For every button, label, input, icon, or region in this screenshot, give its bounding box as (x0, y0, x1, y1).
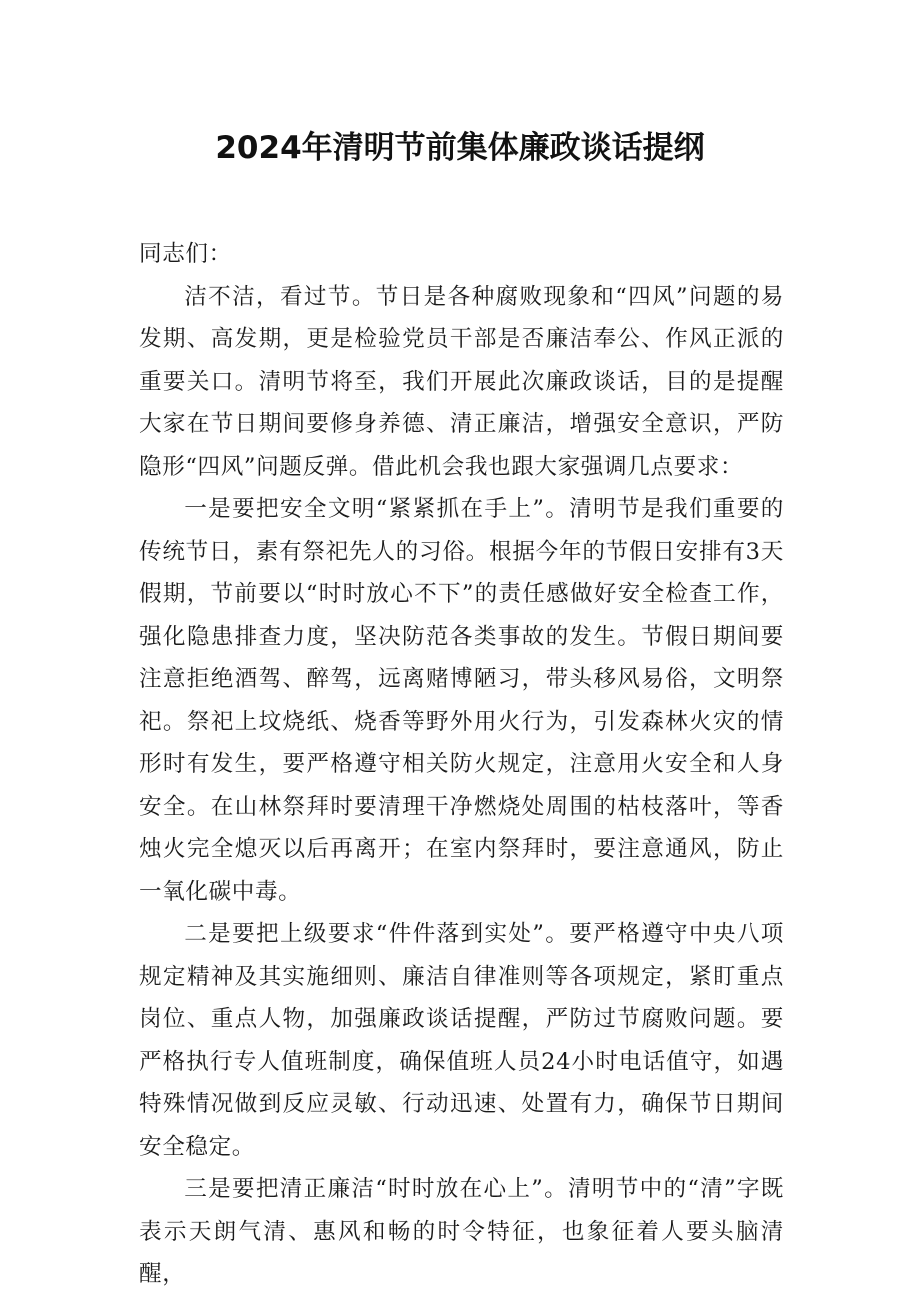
salutation: 同志们： (139, 241, 232, 267)
document-title: 2024年清明节前集体廉政谈话提纲 (215, 130, 705, 166)
paragraph-point-one: 一是要把安全文明“紧紧抓在手上”。清明节是我们重要的传统节日，素有祭祀先人的习俗。根据今年的节假日安排有3天假期，节前要以“时时放心不下”的责任感做好安全检查工作，强化隐患排查力度，坚决防范各类事故的发生。节假日期间要注意拒绝酒驾、醉驾，远离赌博陋习，带头移风易俗，文明祭祀。祭祀上坟烧纸、烧香等野外用火行为，引发森林火灾的情形时有发生，要严格遵守相关防火规定，注意用火安全和人身安全。在山林祭拜时要清理干净燃烧处周围的枯枝落叶，等香烛火完全熄灭以后再离开；在室内祭拜时，要注意通风，防止一氧化碳中毒。 (139, 496, 784, 905)
paragraph-point-two: 二是要把上级要求“件件落到实处”。要严格遵守中央八项规定精神及其实施细则、廉洁自律准则等各项规定，紧盯重点岗位、重点人物，加强廉政谈话提醒，严防过节腐败问题。要严格执行专人值班制度，确保值班人员24小时电话值守，如遇特殊情况做到反应灵敏、行动迅速、处置有力，确保节日期间安全稳定。 (139, 921, 784, 1160)
paragraph-point-three: 三是要把清正廉洁“时时放在心上”。清明节中的“清”字既表示天朗气清、惠风和畅的时令特征，也象征着人要头脑清醒， (139, 1176, 784, 1287)
paragraph-intro: 洁不洁，看过节。节日是各种腐败现象和“四风”问题的易发期、高发期，更是检验党员干部是否廉洁奉公、作风正派的重要关口。清明节将至，我们开展此次廉政谈话，目的是提醒大家在节日期间要修身养德、清正廉洁，增强安全意识，严防隐形“四风”问题反弹。借此机会我也跟大家强调几点要求： (139, 283, 784, 480)
document-body (139, 233, 784, 1296)
